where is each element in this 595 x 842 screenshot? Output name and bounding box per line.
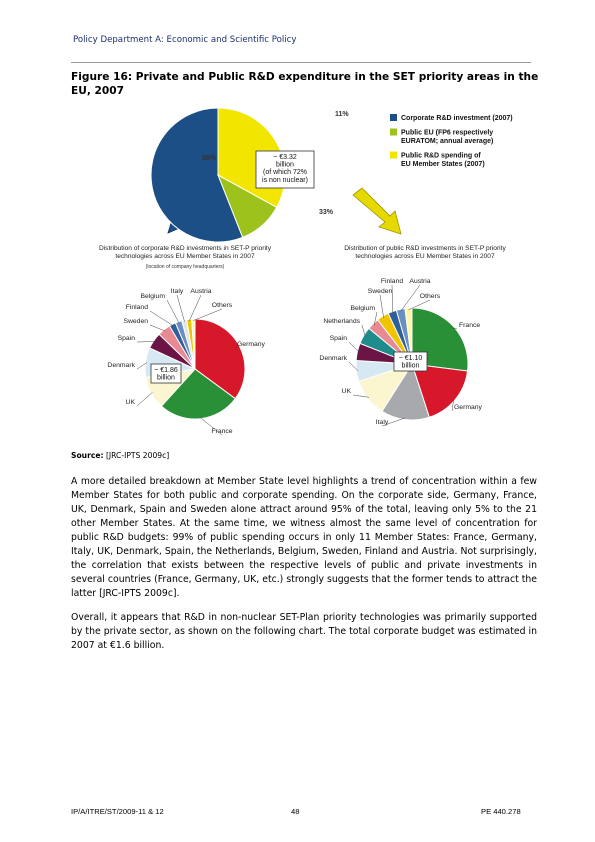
main-pie-center-label bbox=[256, 151, 314, 188]
legend-swatch bbox=[390, 129, 397, 136]
legend-label: EURATOM; annual average) bbox=[401, 138, 494, 145]
corporate-label-belgium: Belgium bbox=[140, 293, 165, 300]
source-text: [JRC-IPTS 2009c] bbox=[103, 451, 170, 460]
page-header: Policy Department A: Economic and Scientific Policy bbox=[73, 35, 297, 45]
main-center-line: is non nuclear) bbox=[262, 176, 308, 184]
corporate-pie-center-label bbox=[151, 364, 181, 383]
public-center-line: ~ €1.10 bbox=[398, 355, 423, 362]
body-paragraph-2: Overall, it appears that R&D in non-nuclear SET-Plan priority technologies was primarily supported by the private sector, as shown on the following chart. The total corporate budget was estimated in 2007 at €1.6 billion. bbox=[71, 612, 537, 651]
public-label-uk: UK bbox=[341, 388, 351, 395]
public-leader-finland bbox=[392, 285, 393, 313]
public-center-line: billion bbox=[401, 362, 420, 370]
figure-16-pie-charts bbox=[70, 102, 540, 442]
corporate-pie-heading bbox=[99, 245, 272, 270]
figure-title: Figure 16: Private and Public R&D expenditure in the SET priority areas in the EU, 2007 bbox=[71, 71, 539, 97]
corporate-label-austria: Austria bbox=[190, 288, 212, 295]
legend-label: Public R&D spending of bbox=[401, 152, 481, 160]
corporate-label-germany: Germany bbox=[237, 341, 265, 348]
legend-label: Public EU (FP6 respectively bbox=[401, 129, 494, 137]
main-center-line: billion bbox=[276, 161, 294, 169]
legend-label: Corporate R&D investment (2007) bbox=[401, 115, 513, 122]
corporate-leader-sweden bbox=[150, 325, 165, 331]
corporate-leader-uk bbox=[137, 392, 152, 406]
corporate-center-line: billion bbox=[157, 374, 175, 382]
public-leader-sweden bbox=[380, 295, 384, 318]
body-paragraph-1: A more detailed breakdown at Member State level highlights a trend of concentration within a few Member States for both public and corporate spending. On the corporate side, Germany, France, UK, Denmark, Spain and Sweden alone attract around 95% of the total, leaving only 5% to the 21 other Member States. At the same time, we witness almost the same level of concentration for public R&D budgets: 99% of public spending occurs in only 11 Member States: France, Germany, Italy, UK, Denmark, Spain, the Netherlands, Belgium, Sweden, Finland and Austria. Not surprisingly, the correlation that exists between the respective levels of public and private investments in several countries (France, Germany, UK, etc.) strongly suggests that the former tends to attract the latter [JRC-IPTS 2009c]. bbox=[71, 476, 537, 599]
public-pie-heading bbox=[344, 245, 506, 260]
source-label: Source: bbox=[71, 451, 104, 460]
public-pie-center-label bbox=[394, 352, 427, 371]
public-leader-austria bbox=[401, 285, 420, 311]
legend-label: EU Member States (2007) bbox=[401, 161, 485, 168]
footer-page-number: 48 bbox=[291, 807, 300, 816]
corporate-label-finland: Finland bbox=[125, 304, 148, 311]
public-heading-line: Distribution of public R&D investments in SET-P priority bbox=[344, 245, 506, 252]
corporate-center-line: ~ €1.86 bbox=[154, 367, 178, 374]
corporate-label-france: France bbox=[211, 428, 233, 435]
public-label-others: Others bbox=[419, 293, 441, 300]
legend-swatch bbox=[390, 114, 397, 121]
corporate-heading-line: technologies across EU Member States in 2007 bbox=[115, 253, 255, 260]
public-label-france: France bbox=[459, 322, 481, 329]
public-label-netherlands: Netherlands bbox=[323, 318, 360, 325]
public-leader-netherlands bbox=[362, 325, 365, 336]
main-center-line: (of which 72% bbox=[263, 169, 307, 177]
corporate-label-sweden: Sweden bbox=[123, 318, 148, 325]
main-pie-label-member-states: 33% bbox=[319, 209, 334, 216]
corporate-leader-italy bbox=[177, 295, 185, 322]
corporate-leader-finland bbox=[150, 311, 173, 326]
public-label-germany: Germany bbox=[454, 404, 482, 411]
public-label-belgium: Belgium bbox=[350, 305, 375, 312]
main-pie-label-corporate: 56% bbox=[202, 155, 217, 162]
footer-document-id: IP/A/ITRE/ST/2009-11 & 12 bbox=[71, 807, 164, 816]
main-center-line: ~ €3.32 bbox=[273, 154, 297, 161]
footer-pe-number: PE 440.278 bbox=[481, 807, 521, 816]
figure-source bbox=[71, 451, 169, 460]
public-label-sweden: Sweden bbox=[367, 288, 393, 295]
public-leader-spain bbox=[349, 342, 359, 352]
public-heading-line: technologies across EU Member States in 2007 bbox=[355, 253, 495, 260]
public-label-italy: Italy bbox=[375, 419, 389, 426]
public-label-spain: Spain bbox=[329, 335, 347, 342]
public-label-austria: Austria bbox=[409, 278, 431, 285]
public-label-denmark: Denmark bbox=[319, 355, 347, 362]
corporate-leader-austria bbox=[189, 295, 201, 321]
legend bbox=[390, 114, 513, 168]
corporate-subheading: (location of company headquarters) bbox=[145, 264, 225, 270]
corporate-label-others: Others bbox=[211, 302, 233, 309]
corporate-heading-line: Distribution of corporate R&D investments in SET-P priority bbox=[98, 245, 272, 252]
corporate-leader-others bbox=[193, 309, 222, 321]
right-arrow bbox=[353, 188, 401, 234]
corporate-label-uk: UK bbox=[125, 399, 135, 406]
corporate-label-italy: Italy bbox=[170, 288, 184, 295]
corporate-label-denmark: Denmark bbox=[107, 362, 135, 369]
corporate-leader-belgium bbox=[167, 300, 179, 323]
header-divider bbox=[71, 62, 531, 63]
public-label-finland: Finland bbox=[380, 278, 404, 285]
main-pie-label-public-eu: 11% bbox=[335, 111, 349, 118]
legend-swatch bbox=[390, 152, 397, 159]
corporate-label-spain: Spain bbox=[117, 335, 135, 342]
